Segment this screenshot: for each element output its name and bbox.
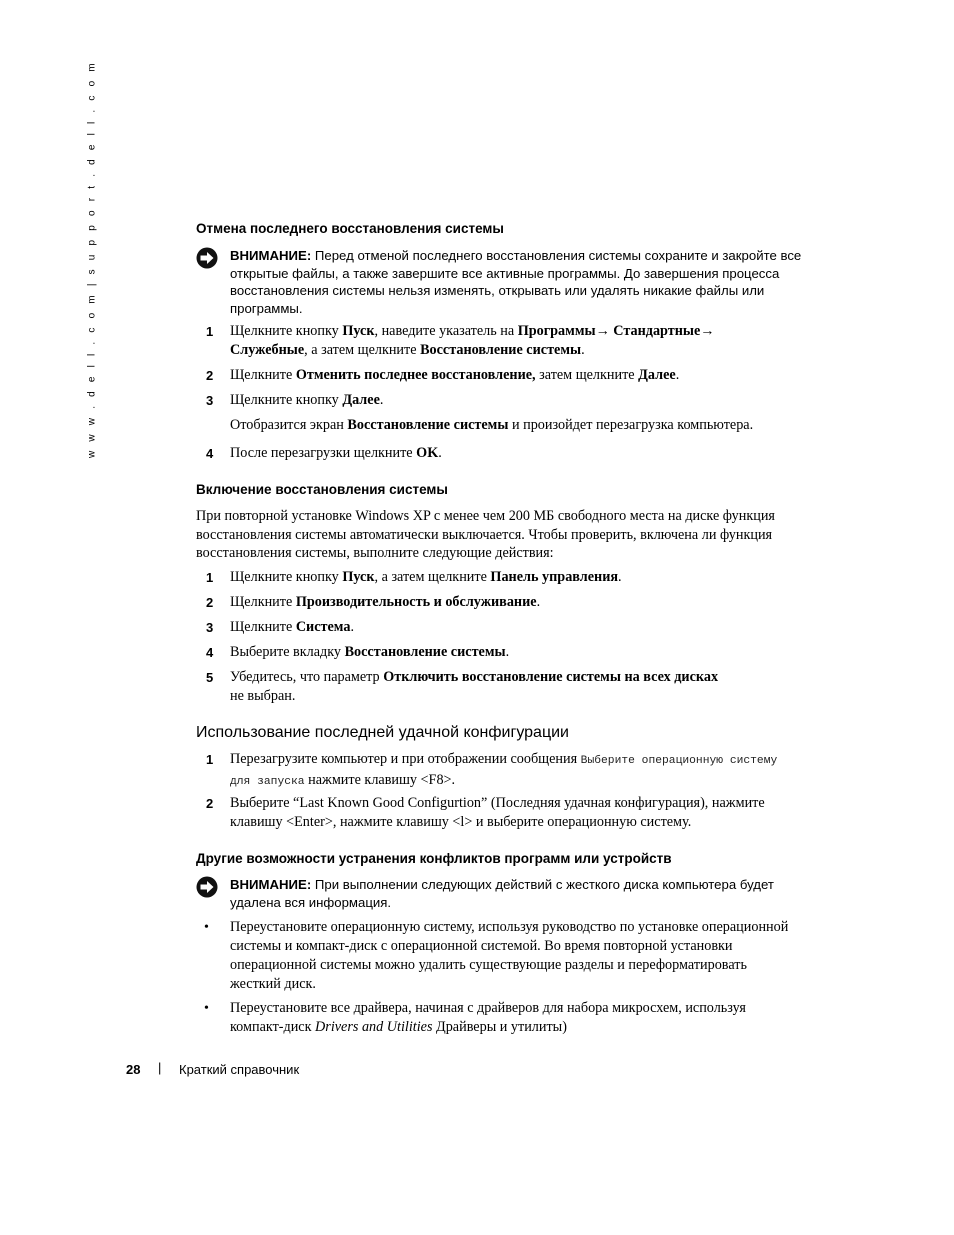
page-footer — [126, 1060, 300, 1077]
step-number: 1 — [206, 324, 214, 339]
step-number: 2 — [206, 595, 214, 610]
boot-message: Выберите операционную систему для запуска — [230, 755, 778, 788]
step-number: 2 — [206, 368, 214, 383]
list-item: 2 Щелкните Отменить последнее восстановление, затем щелкните Далее. — [206, 367, 680, 383]
step-note: Отобразится экран Восстановление системы и произойдет перезагрузка компьютера. — [230, 417, 754, 433]
notice-text: Перед отменой последнего восстановления системы сохраните и закройте все открытые файлы, а также завершите все активные программы. До завершения процесса восстановления системы нельзя изменять, открывать или удалять никакие файлы или программы. — [230, 248, 802, 316]
list-item: 4 После перезагрузки щелкните OK. — [206, 445, 442, 461]
notice-label: ВНИМАНИЕ: — [230, 248, 312, 263]
list-item: 2 Выберите “Last Known Good Configurtion” (Последняя удачная конфигурация), нажмите клавишу <Enter>, нажмите клавишу <l> и выберите операционную систему. — [206, 795, 765, 830]
list-item: 3 Щелкните Система. — [206, 619, 355, 635]
step-number: 1 — [206, 752, 214, 767]
list-item: • Переустановите операционную систему, используя руководство по установке операционной системы и компакт-диск с операционной системой. Во время повторной установки операционной системы можно удалить существующие разделы и переформатировать жесткий диск. — [204, 919, 789, 992]
notice-arrow-icon — [196, 247, 218, 269]
step-number: 5 — [206, 670, 214, 685]
notice-text: При выполнении следующих действий с жесткого диска компьютера будет удалена вся информация. — [230, 877, 774, 910]
section-heading-last-known-good: Использование последней удачной конфигурации — [196, 724, 569, 741]
list-item: 1 Щелкните кнопку Пуск, а затем щелкните Панель управления. — [206, 569, 622, 585]
list-item: 3 Щелкните кнопку Далее. — [206, 392, 384, 408]
notice-undo-restore — [196, 247, 816, 317]
list-item: 1 Перезагрузите компьютер и при отображении сообщения Выберите операционную систему для запуска нажмите клавишу <F8>. — [206, 751, 778, 788]
section-heading-undo-restore: Отмена последнего восстановления системы — [196, 221, 504, 236]
page-number: 28 — [126, 1062, 141, 1077]
notice-data-loss — [196, 876, 816, 911]
notice-label: ВНИМАНИЕ: — [230, 877, 312, 892]
footer-separator: | — [158, 1060, 162, 1075]
list-item: 5 Убедитесь, что параметр Отключить восстановление системы на всех дисках не выбран. — [206, 669, 719, 704]
footer-title: Краткий справочник — [179, 1062, 300, 1077]
bullet: • — [204, 920, 209, 935]
step-number: 4 — [206, 645, 214, 660]
notice-arrow-icon — [196, 876, 218, 898]
list-item: 1 Щелкните кнопку Пуск, наведите указатель на Программы→ Стандартные→ Служебные, а затем щелкните Восстановление системы. — [206, 323, 715, 358]
step-number: 2 — [206, 796, 214, 811]
step-number: 3 — [206, 620, 214, 635]
section-heading-enable-restore: Включение восстановления системы — [196, 482, 448, 497]
step-number: 3 — [206, 393, 214, 408]
step-number: 4 — [206, 446, 214, 461]
list-item: • Переустановите все драйвера, начиная с драйверов для набора микросхем, используя компакт-диск Drivers and Utilities Драйверы и утилиты) — [204, 1000, 746, 1035]
bullet: • — [204, 1001, 209, 1016]
list-item: 2 Щелкните Производительность и обслуживание. — [206, 594, 541, 610]
list-item: 4 Выберите вкладку Восстановление системы. — [206, 644, 510, 660]
side-url: w w w . d e l l . c o m | s u p p o r t . d e l l . c o m — [86, 60, 98, 458]
section-heading-other-options: Другие возможности устранения конфликтов программ или устройств — [196, 851, 672, 866]
intro-paragraph: При повторной установке Windows XP с менее чем 200 МБ свободного места на диске функция восстановления системы автоматически выключается. Чтобы проверить, включена ли функция восстановления системы, выполните следующие действия: — [196, 508, 775, 561]
step-number: 1 — [206, 570, 214, 585]
